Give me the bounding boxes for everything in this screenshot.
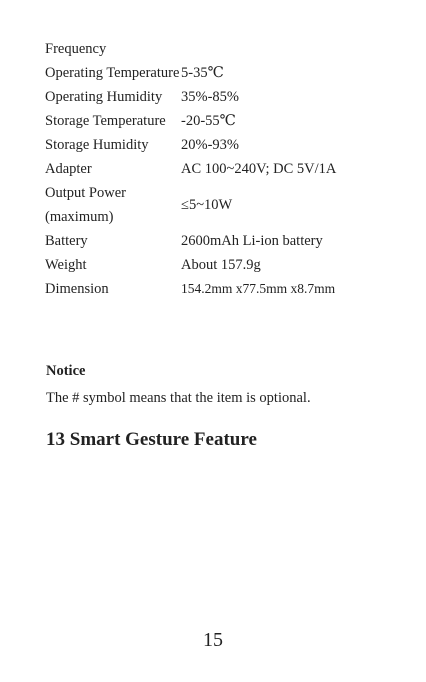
spec-value: -20-55℃ bbox=[181, 113, 236, 129]
spec-label: Storage Humidity bbox=[45, 137, 149, 153]
spec-value: AC 100~240V; DC 5V/1A bbox=[181, 161, 337, 177]
section-heading: 13 Smart Gesture Feature bbox=[46, 429, 257, 450]
notice-title: Notice bbox=[46, 363, 86, 379]
spec-label: Output Power (maximum) bbox=[45, 185, 126, 225]
spec-row-storage-humidity bbox=[45, 133, 385, 157]
spec-row-operating-temperature bbox=[45, 61, 385, 85]
spec-label: Battery bbox=[45, 233, 88, 249]
spec-row-frequency bbox=[45, 37, 385, 61]
spec-row-dimension bbox=[45, 277, 385, 301]
spec-value: 2600mAh Li-ion battery bbox=[181, 233, 323, 249]
spec-row-weight bbox=[45, 253, 385, 277]
spec-label: Dimension bbox=[45, 281, 109, 297]
spec-value: 5-35℃ bbox=[181, 65, 224, 81]
spec-row-battery bbox=[45, 229, 385, 253]
spec-label: Adapter bbox=[45, 161, 92, 177]
notice-text: The # symbol means that the item is optional. bbox=[46, 390, 311, 406]
spec-label: Operating Humidity bbox=[45, 89, 163, 105]
spec-row-operating-humidity bbox=[45, 85, 385, 109]
spec-label: Operating Temperature bbox=[45, 65, 180, 81]
spec-table bbox=[45, 37, 385, 301]
spec-row-output-power bbox=[45, 181, 385, 229]
spec-value: About 157.9g bbox=[181, 257, 261, 273]
spec-label: Storage Temperature bbox=[45, 113, 166, 129]
spec-value: 35%-85% bbox=[181, 89, 239, 105]
spec-row-storage-temperature bbox=[45, 109, 385, 133]
spec-value: 154.2mm x77.5mm x8.7mm bbox=[181, 281, 336, 296]
spec-label: Weight bbox=[45, 257, 87, 273]
spec-label: Frequency bbox=[45, 41, 107, 57]
spec-value: 20%-93% bbox=[181, 137, 239, 153]
spec-value: ≤5~10W bbox=[181, 197, 233, 213]
spec-row-adapter bbox=[45, 157, 385, 181]
page-number: 15 bbox=[203, 629, 223, 651]
